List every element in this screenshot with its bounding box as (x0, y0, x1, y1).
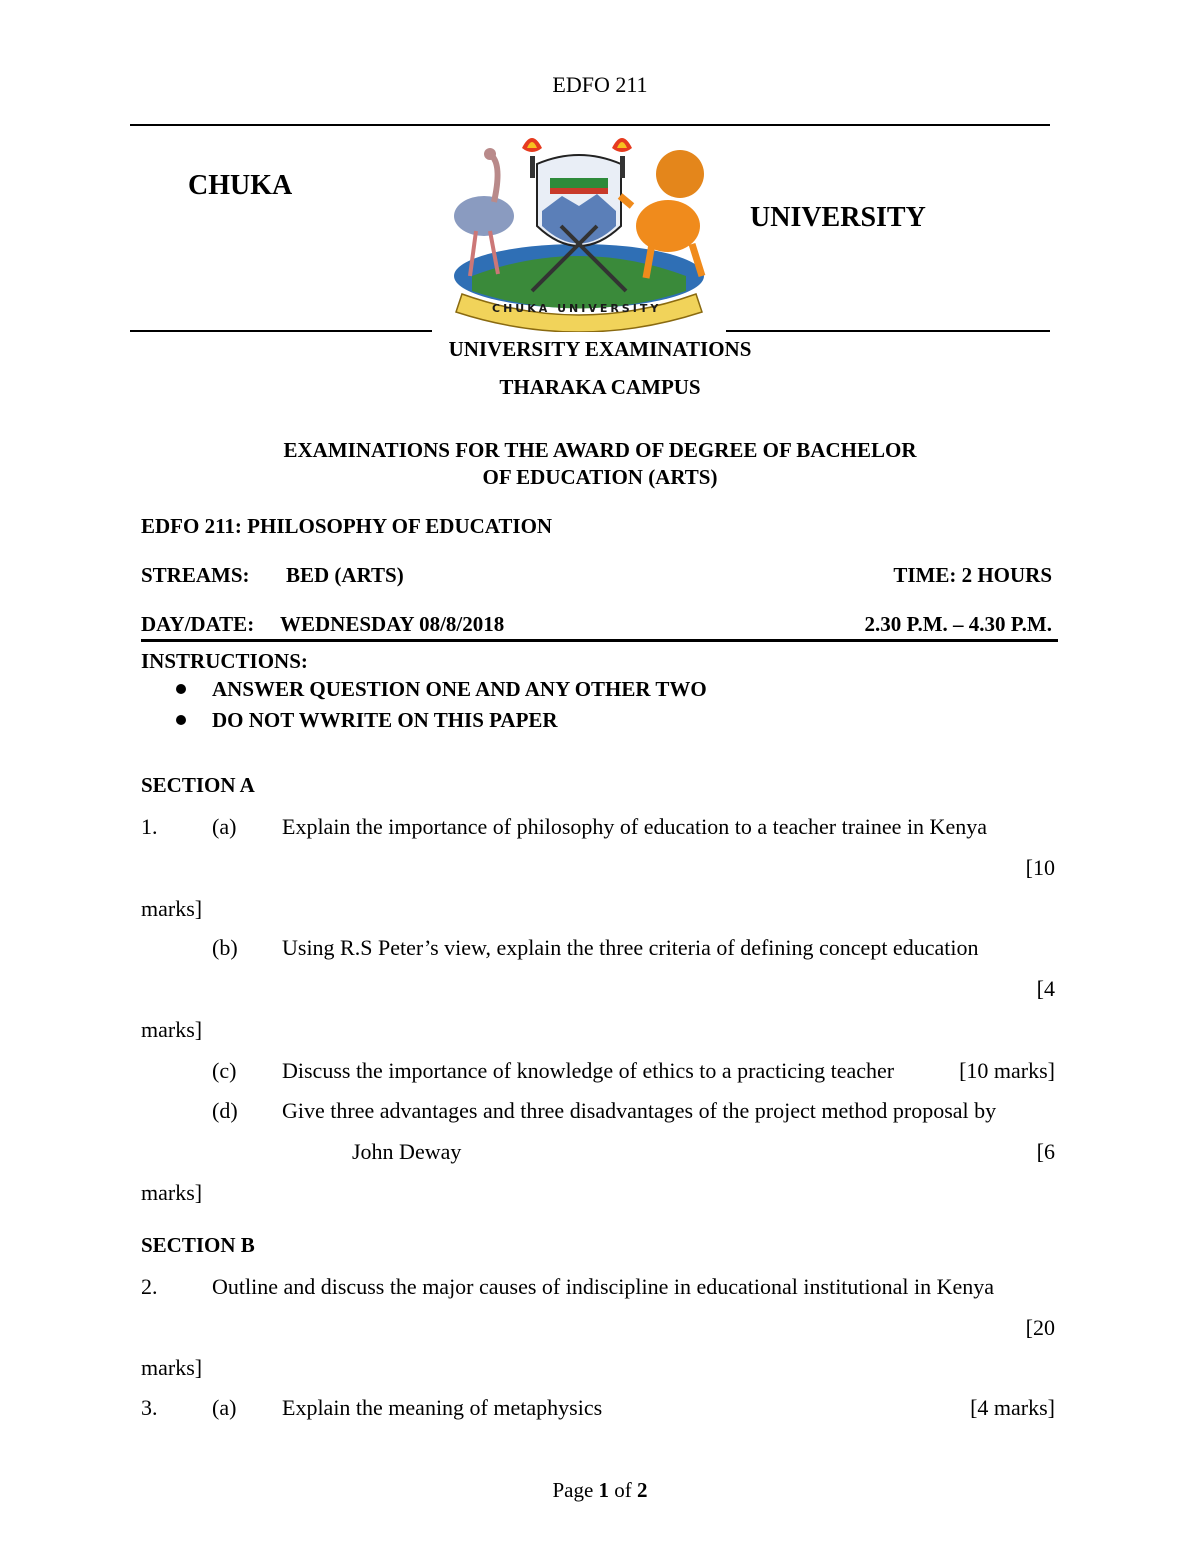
question-text-continued: John Deway (352, 1139, 462, 1164)
award-line-1: EXAMINATIONS FOR THE AWARD OF DEGREE OF BACHELOR (283, 438, 917, 462)
marks-open: [4 (1036, 976, 1055, 1001)
date-value: WEDNESDAY 08/8/2018 (280, 612, 505, 636)
streams-label: STREAMS: (141, 563, 250, 587)
exams-title: UNIVERSITY EXAMINATIONS (448, 337, 752, 361)
page-number: 1 (598, 1478, 610, 1502)
instruction-1: ANSWER QUESTION ONE AND ANY OTHER TWO (212, 677, 707, 701)
meta-rule (141, 639, 1058, 642)
question-number: 1. (141, 814, 158, 839)
page-footer (0, 1478, 1200, 1503)
marks: [4 marks] (970, 1395, 1055, 1420)
marks-open: [10 (1025, 855, 1055, 880)
logo-ribbon-text: CHUKA UNIVERSITY (492, 302, 662, 315)
date-label: DAY/DATE: (141, 612, 255, 636)
question-text: Discuss the importance of knowledge of ethics to a practicing teacher (282, 1058, 895, 1083)
marks-close: marks] (141, 1017, 203, 1042)
marks-close: marks] (141, 1355, 203, 1380)
question-text: Outline and discuss the major causes of indiscipline in educational institutional in Kenya (212, 1274, 995, 1299)
section-a-title: SECTION A (141, 773, 255, 797)
part-label: (c) (212, 1058, 237, 1083)
question-number: 2. (141, 1274, 158, 1299)
page-total: 2 (637, 1478, 648, 1502)
of-word: of (614, 1478, 632, 1502)
marks-open: [6 (1036, 1139, 1055, 1164)
time-range: 2.30 P.M. – 4.30 P.M. (864, 612, 1052, 636)
page-word: Page (552, 1478, 594, 1502)
course-title: EDFO 211: PHILOSOPHY OF EDUCATION (141, 514, 553, 538)
marks-open: [20 (1025, 1315, 1055, 1340)
part-label: (b) (212, 935, 238, 960)
marks-close: marks] (141, 1180, 203, 1205)
exam-duration: TIME: 2 HOURS (893, 563, 1052, 587)
award-line-2: OF EDUCATION (ARTS) (482, 465, 718, 489)
question-text: Explain the importance of philosophy of education to a teacher trainee in Kenya (282, 814, 987, 839)
banner-left-word: CHUKA (188, 170, 293, 201)
bullet-icon (176, 684, 186, 694)
instruction-2: DO NOT WWRITE ON THIS PAPER (212, 708, 558, 732)
section-b-title: SECTION B (141, 1233, 255, 1257)
streams-value: BED (ARTS) (286, 563, 404, 587)
banner-right-word: UNIVERSITY (750, 202, 926, 233)
part-label: (a) (212, 814, 237, 839)
question-number: 3. (141, 1395, 158, 1420)
question-text: Explain the meaning of metaphysics (282, 1395, 603, 1420)
marks-close: marks] (141, 896, 203, 921)
part-label: (d) (212, 1098, 238, 1123)
instructions-label: INSTRUCTIONS: (141, 649, 308, 673)
question-text: Give three advantages and three disadvantages of the project method proposal by (282, 1098, 997, 1123)
university-logo (432, 126, 726, 332)
part-label: (a) (212, 1395, 237, 1420)
bullet-icon (176, 715, 186, 725)
campus-title: THARAKA CAMPUS (499, 375, 701, 399)
question-text: Using R.S Peter’s view, explain the three criteria of defining concept education (282, 935, 979, 960)
course-code-header: EDFO 211 (552, 72, 648, 97)
marks: [10 marks] (959, 1058, 1055, 1083)
